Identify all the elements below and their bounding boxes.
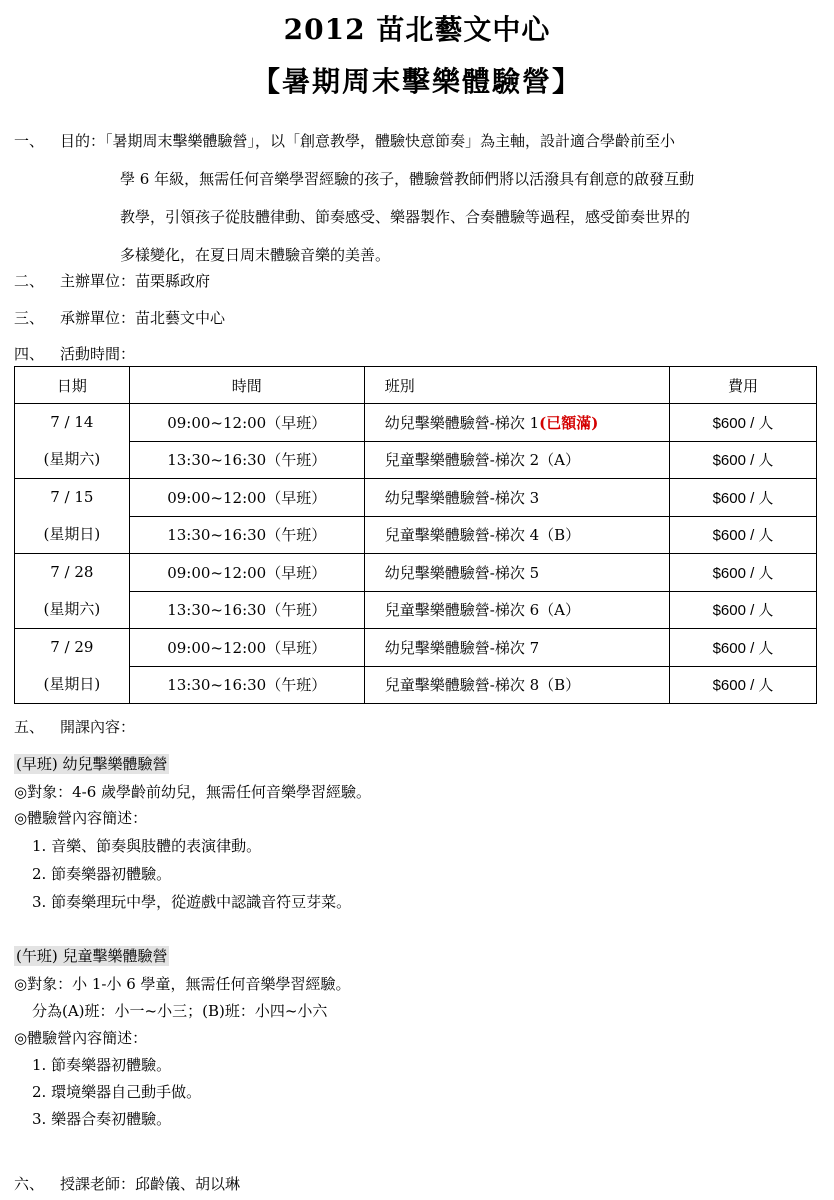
class-cell: 兒童擊樂體驗營-梯次 2（A） xyxy=(364,441,669,479)
schedule-table xyxy=(14,366,817,704)
table-row xyxy=(15,666,817,704)
header-class: 班別 xyxy=(364,367,669,404)
section-content-heading: 五、 開課內容： xyxy=(14,718,136,736)
table-row xyxy=(15,554,817,592)
fee-cell: $600 / 人 xyxy=(670,629,817,667)
morning-summary: ◎體驗營內容簡述： xyxy=(14,809,148,827)
section-executor: 三、 承辦單位：苗北藝文中心 xyxy=(14,309,226,327)
morning-target: ◎對象：4-6 歲學齡前幼兒，無需任何音樂學習經驗。 xyxy=(14,783,372,801)
time-cell: 09:00~12:00（早班） xyxy=(129,404,364,442)
list-item: 2. 環境樂器自己動手做。 xyxy=(32,1083,202,1101)
date-cell: 7 / 29 (星期日) xyxy=(15,629,130,704)
full-badge: (已額滿) xyxy=(539,413,599,432)
class-cell: 兒童擊樂體驗營-梯次 4（B） xyxy=(364,516,669,554)
afternoon-heading: (午班) 兒童擊樂體驗營 xyxy=(16,947,168,965)
table-row xyxy=(15,404,817,442)
table-row xyxy=(15,591,817,629)
purpose-line-3: 教學，引領孩子從肢體律動、節奏感受、樂器製作、合奏體驗等過程，感受節奏世界的 xyxy=(120,208,691,226)
list-item: 1. 節奏樂器初體驗。 xyxy=(32,1056,172,1074)
time-cell: 09:00~12:00（早班） xyxy=(129,554,364,592)
date-cell: 7 / 28 (星期六) xyxy=(15,554,130,629)
class-cell: 兒童擊樂體驗營-梯次 8（B） xyxy=(364,666,669,704)
document-title: 2012 苗北藝文中心 xyxy=(283,13,551,46)
class-cell: 幼兒擊樂體驗營-梯次 5 xyxy=(364,554,669,592)
class-cell: 幼兒擊樂體驗營-梯次 1(已額滿) xyxy=(364,404,669,442)
fee-cell: $600 / 人 xyxy=(670,666,817,704)
section-teachers: 六、 授課老師：邱齡儀、胡以琳 xyxy=(14,1175,241,1193)
date-cell: 7 / 14 (星期六) xyxy=(15,404,130,479)
fee-cell: $600 / 人 xyxy=(670,441,817,479)
morning-heading: (早班) 幼兒擊樂體驗營 xyxy=(16,755,168,773)
list-item: 3. 節奏樂理玩中學，從遊戲中認識音符豆芽菜。 xyxy=(32,893,352,911)
purpose-line-4: 多樣變化，在夏日周末體驗音樂的美善。 xyxy=(120,246,391,264)
fee-cell: $600 / 人 xyxy=(670,479,817,517)
class-cell: 兒童擊樂體驗營-梯次 6（A） xyxy=(364,591,669,629)
table-row xyxy=(15,441,817,479)
time-cell: 13:30~16:30（午班） xyxy=(129,441,364,479)
afternoon-split: 分為(A)班：小一~小三；(B)班：小四~小六 xyxy=(32,1002,328,1020)
list-item: 1. 音樂、節奏與肢體的表演律動。 xyxy=(32,837,262,855)
time-cell: 13:30~16:30（午班） xyxy=(129,591,364,629)
fee-cell: $600 / 人 xyxy=(670,554,817,592)
class-cell: 幼兒擊樂體驗營-梯次 7 xyxy=(364,629,669,667)
fee-cell: $600 / 人 xyxy=(670,516,817,554)
table-row xyxy=(15,516,817,554)
date-cell: 7 / 15 (星期日) xyxy=(15,479,130,554)
time-cell: 13:30~16:30（午班） xyxy=(129,516,364,554)
class-cell: 幼兒擊樂體驗營-梯次 3 xyxy=(364,479,669,517)
fee-cell: $600 / 人 xyxy=(670,591,817,629)
purpose-line-1: 一、 目的：「暑期周末擊樂體驗營」，以「創意教學，體驗快意節奏」為主軸，設計適合學齡前至小 xyxy=(14,132,676,150)
table-row xyxy=(15,629,817,667)
section-schedule-heading: 四、 活動時間： xyxy=(14,345,136,363)
time-cell: 09:00~12:00（早班） xyxy=(129,479,364,517)
document-subtitle: 【暑期周末擊樂體驗營】 xyxy=(251,65,582,98)
time-cell: 09:00~12:00（早班） xyxy=(129,629,364,667)
header-time: 時間 xyxy=(129,367,364,404)
section-organizer: 二、 主辦單位：苗栗縣政府 xyxy=(14,272,211,290)
header-date: 日期 xyxy=(15,367,130,404)
afternoon-summary: ◎體驗營內容簡述： xyxy=(14,1029,148,1047)
table-row xyxy=(15,479,817,517)
fee-cell: $600 / 人 xyxy=(670,404,817,442)
header-fee: 費用 xyxy=(670,367,817,404)
list-item: 2. 節奏樂器初體驗。 xyxy=(32,865,172,883)
time-cell: 13:30~16:30（午班） xyxy=(129,666,364,704)
list-item: 3. 樂器合奏初體驗。 xyxy=(32,1110,172,1128)
afternoon-target: ◎對象：小 1-小 6 學童，無需任何音樂學習經驗。 xyxy=(14,975,351,993)
table-header-row xyxy=(15,367,817,404)
purpose-line-2: 學 6 年級，無需任何音樂學習經驗的孩子，體驗營教師們將以活潑具有創意的啟發互動 xyxy=(120,170,695,188)
section-purpose xyxy=(14,122,814,274)
